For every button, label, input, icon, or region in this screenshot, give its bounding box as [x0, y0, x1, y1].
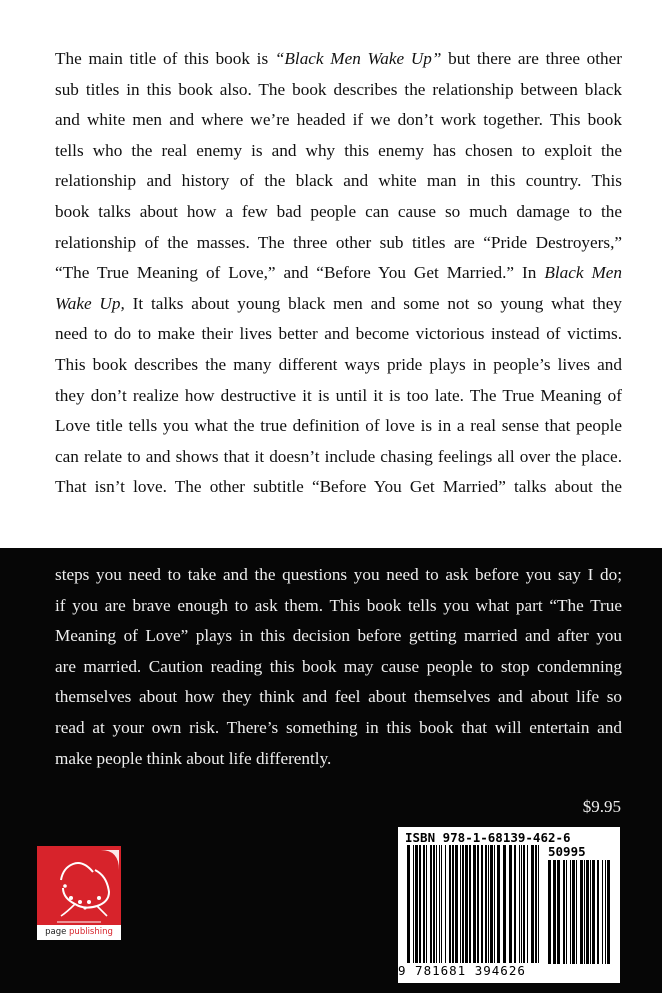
barcode-bar	[509, 845, 512, 963]
barcode-bar	[531, 845, 534, 963]
blurb-italic-text: Wake Up,	[55, 293, 125, 313]
blurb-italic-text: “Black Men Wake Up”	[274, 49, 442, 68]
barcode-bar	[407, 845, 410, 963]
barcode-bar	[494, 845, 495, 963]
publisher-name-prefix: page	[45, 927, 70, 937]
barcode-bar	[566, 860, 567, 964]
ean13-bars	[407, 845, 541, 963]
barcode-bar	[441, 845, 442, 963]
barcode-bar	[423, 845, 425, 963]
barcode-bar	[538, 845, 539, 963]
blurb-text: can relate to and shows that it doesn’t include chasing feelings all over the place.	[55, 446, 622, 466]
barcode-bar	[535, 845, 537, 963]
blurb-text: This book describes the many different ways pride plays in people’s lives and	[55, 354, 622, 374]
blurb-line	[55, 713, 622, 744]
blurb-text: make people think about life differently.	[55, 748, 332, 768]
price-label: $9.95	[582, 797, 621, 816]
barcode-bar	[503, 845, 506, 963]
barcode-bar	[460, 845, 461, 963]
blurb-text: relationship and history of the black and white man in this country. This	[55, 171, 622, 191]
blurb-text: read at your own risk. There’s something in this book that will entertain and	[55, 717, 622, 737]
barcode-bar	[580, 860, 583, 964]
barcode-bar	[519, 845, 520, 963]
barcode-bar	[497, 845, 500, 963]
blurb-text: themselves about how they think and feel about themselves and about life so	[55, 687, 622, 707]
blurb-text: relationship of the masses. The three other sub titles are “Pride Destroyers,”	[55, 232, 622, 252]
blurb-line	[55, 591, 622, 622]
barcode-bar	[473, 845, 476, 963]
barcode-bar	[449, 845, 451, 963]
blurb-line	[55, 319, 622, 350]
blurb-text: they don’t realize how destructive it is until it is too late. The True Meaning of	[55, 385, 622, 405]
barcode-bar	[570, 860, 571, 964]
isbn-label: ISBN 978-1-68139-462-6	[405, 830, 571, 845]
blurb-text: “The True Meaning of Love,” and “Before You Get Married.” In	[55, 263, 545, 283]
publisher-logo-art	[37, 846, 121, 925]
barcode-bar	[426, 845, 427, 963]
barcode-bar	[452, 845, 454, 963]
barcode-bar	[597, 860, 599, 964]
barcode-bar	[553, 860, 556, 964]
blurb-text: book talks about how a few bad people can cause so much damage to the	[55, 201, 622, 221]
barcode-bar	[527, 845, 528, 963]
blurb-text: The main title of this book is	[55, 49, 275, 68]
barcode-bar	[563, 860, 565, 964]
barcode-digits: 9 781681 394626	[398, 963, 526, 978]
barcode-bar	[548, 860, 551, 964]
barcode-bar	[469, 845, 471, 963]
blurb-text: and white men and where we’re headed if we don’t work together. This book	[55, 110, 622, 130]
addon-bars	[548, 860, 610, 964]
blurb-line	[55, 652, 622, 683]
barcode-bar	[477, 845, 479, 963]
blurb-line	[55, 744, 622, 775]
blurb-line	[55, 411, 622, 442]
barcode-bar	[586, 860, 589, 964]
barcode-bar	[415, 845, 418, 963]
barcode-bar	[521, 845, 522, 963]
blurb-line	[55, 289, 622, 320]
barcode-bar	[485, 845, 487, 963]
barcode-bar	[430, 845, 432, 963]
barcode-bar	[481, 845, 483, 963]
barcode-bar	[433, 845, 435, 963]
blurb-text: That isn’t love. The other subtitle “Before You Get Married” talks about the	[55, 477, 622, 497]
barcode-bar	[490, 845, 493, 963]
barcode-bar	[439, 845, 440, 963]
blurb-text: tells who the real enemy is and why this enemy has chosen to exploit the	[55, 140, 622, 160]
isbn-barcode	[398, 827, 620, 983]
blurb-text: Love title tells you what the true definition of love is in a real sense that people	[55, 416, 622, 436]
blurb-text: need to do to make their lives better and become victorious instead of victims.	[55, 324, 622, 344]
barcode-bar	[514, 845, 516, 963]
barcode-bar	[419, 845, 421, 963]
blurb-line	[55, 258, 622, 289]
blurb-text: are married. Caution reading this book may cause people to stop condemning	[55, 656, 622, 676]
blurb-upper-paragraph	[55, 44, 622, 503]
blurb-line	[55, 621, 622, 652]
blurb-text: steps you need to take and the questions you need to ask before you say I do;	[55, 565, 622, 584]
blurb-line	[55, 228, 622, 259]
blurb-text: It talks about young black men and some not so young what they	[124, 293, 622, 313]
barcode-bar	[455, 845, 458, 963]
blurb-text: but there are three other	[441, 49, 622, 68]
barcode-bar	[576, 860, 577, 964]
blurb-line	[55, 560, 622, 591]
barcode-bar	[436, 845, 437, 963]
blurb-line	[55, 197, 622, 228]
blurb-line	[55, 350, 622, 381]
publisher-name	[37, 925, 121, 940]
barcode-addon-code: 50995	[548, 844, 586, 859]
barcode-bar	[465, 845, 468, 963]
barcode-bar	[523, 845, 525, 963]
barcode-bar	[602, 860, 603, 964]
barcode-bar	[572, 860, 575, 964]
publisher-name-accent: publishing	[69, 927, 113, 937]
blurb-lower-paragraph	[55, 560, 622, 774]
barcode-bar	[605, 860, 606, 964]
blurb-line	[55, 472, 622, 503]
barcode-bar	[592, 860, 595, 964]
publisher-logo	[37, 846, 121, 940]
barcode-bar	[413, 845, 414, 963]
barcode-bar	[557, 860, 560, 964]
blurb-text: sub titles in this book also. The book describes the relationship between black	[55, 79, 622, 99]
barcode-bar	[488, 845, 489, 963]
barcode-bar	[584, 860, 585, 964]
blurb-line	[55, 136, 622, 167]
barcode-bar	[607, 860, 610, 964]
blurb-line	[55, 442, 622, 473]
blurb-line	[55, 44, 622, 75]
blurb-line	[55, 75, 622, 106]
blurb-line	[55, 105, 622, 136]
barcode-bar	[445, 845, 446, 963]
blurb-text: if you are brave enough to ask them. This book tells you what part “The True	[55, 595, 622, 615]
blurb-italic-text: Black Men	[544, 263, 622, 283]
barcode-bar	[590, 860, 591, 964]
blurb-text: Meaning of Love” plays in this decision before getting married and after you	[55, 626, 622, 646]
barcode-bar	[462, 845, 464, 963]
blurb-line	[55, 381, 622, 412]
blurb-line	[55, 682, 622, 713]
blurb-line	[55, 166, 622, 197]
